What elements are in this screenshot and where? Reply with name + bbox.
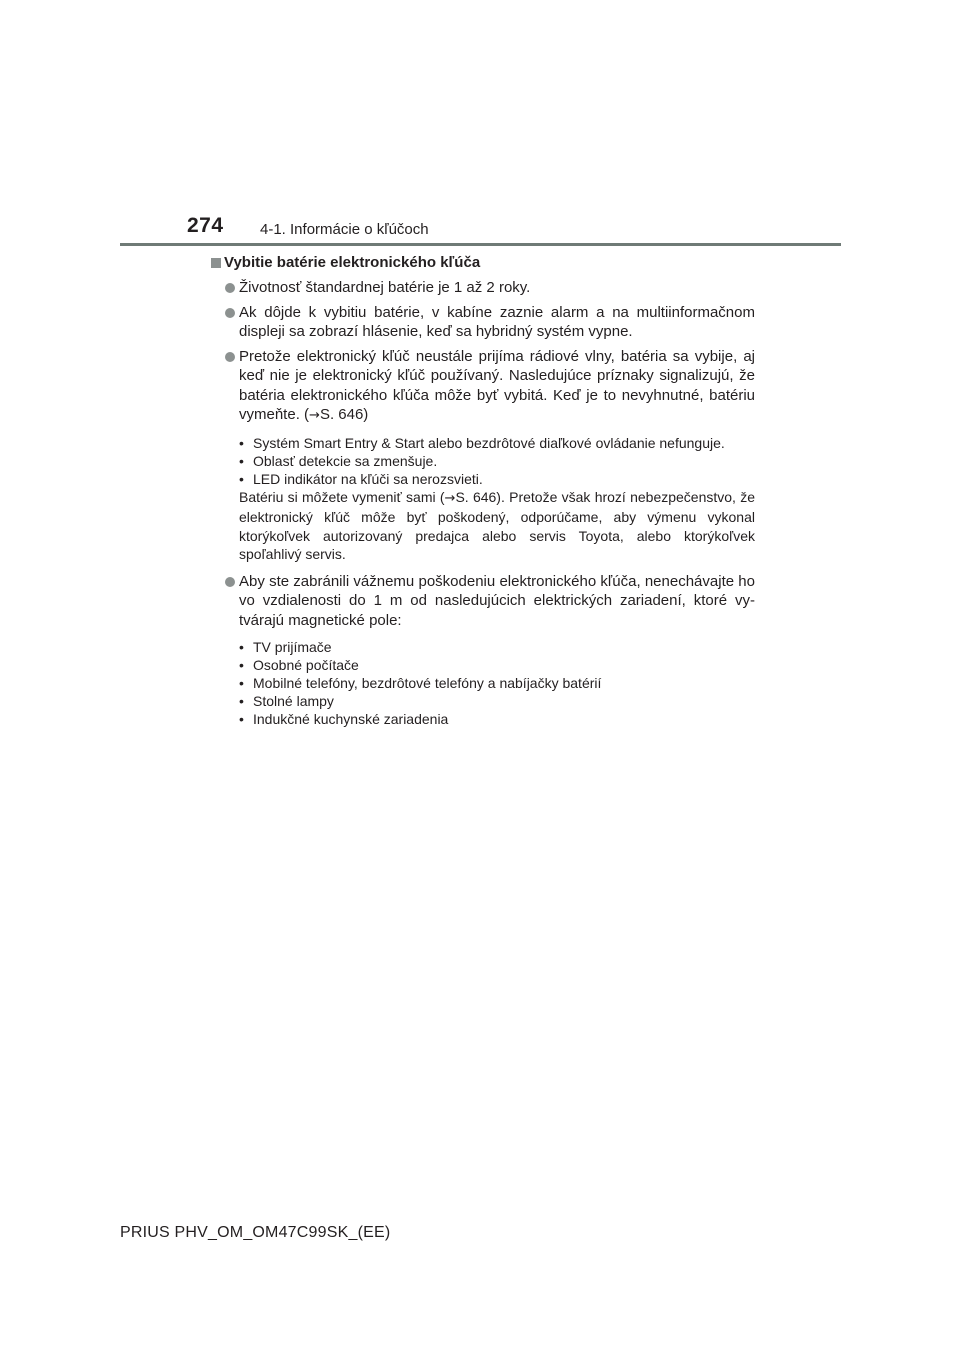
round-bullet-icon xyxy=(225,352,235,362)
sub-item-text: Systém Smart Entry & Start alebo bezdrôtové diaľkové ovládanie nefunguje. xyxy=(253,434,725,451)
sub-item-text: Stolné lampy xyxy=(253,693,334,709)
sub-list-item xyxy=(239,452,755,470)
heading-text: Vybitie batérie elektronického kľúča xyxy=(224,254,481,271)
bullet-dot-icon: • xyxy=(239,693,244,709)
bullet-dot-icon: • xyxy=(239,711,244,727)
page-header xyxy=(0,0,960,250)
arrow-icon: → xyxy=(444,490,456,506)
sub-list-item xyxy=(239,434,755,452)
square-bullet-icon xyxy=(211,258,221,268)
arrow-icon: → xyxy=(309,408,320,423)
sub-list-item xyxy=(239,470,755,488)
symptom-list xyxy=(239,434,755,488)
list-item xyxy=(210,278,755,298)
subsection-heading xyxy=(210,253,755,273)
bullet-dot-icon: • xyxy=(239,675,244,691)
bullet-text: Aby ste zabránili vážnemu poškodeniu elektronického kľúča, nenechávajte ho vo vzdialenosti do 1 m od nasledujúcich elektrických zariadení, ktoré vytvárajú magnetické pole: xyxy=(239,572,755,629)
sub-item-text: Osobné počítače xyxy=(253,657,359,673)
paragraph-text: Batériu si môžete vymeniť sami ( xyxy=(239,488,445,505)
sub-list-item xyxy=(239,674,755,692)
header-rule xyxy=(120,243,841,246)
page-content xyxy=(210,253,755,728)
bullet-text: Pretože elektronický kľúč neustále prijíma rádiové vlny, batéria sa vybije, aj keď nie je elektronický kľúč používaný. Nasledujúce príznaky signalizujú, že batéria elektronického kľúča môže byť vybitá. Keď je to nevyhnutné, batériu vymeňte. ( xyxy=(239,347,755,423)
sub-list-item xyxy=(239,656,755,674)
sub-list-item xyxy=(239,638,755,656)
section-title: 4-1. Informácie o kľúčoch xyxy=(260,221,429,238)
document-code: PRIUS PHV_OM_OM47C99SK_(EE) xyxy=(120,1224,391,1241)
sub-list-item xyxy=(239,692,755,710)
bullet-dot-icon: • xyxy=(239,470,244,487)
sub-list-item xyxy=(239,710,755,728)
round-bullet-icon xyxy=(225,308,235,318)
device-list xyxy=(239,638,755,728)
sub-item-text: LED indikátor na kľúči sa nerozsvieti. xyxy=(253,470,483,487)
sub-item-text: Indukčné kuchynské zariadenia xyxy=(253,711,449,727)
list-item xyxy=(210,572,755,631)
replacement-paragraph xyxy=(239,488,755,564)
sub-item-text: Oblasť detekcie sa zmenšuje. xyxy=(253,452,438,469)
page-reference: S. 646) xyxy=(319,406,369,423)
bullet-dot-icon: • xyxy=(239,657,244,673)
paragraph-text: S. 646). Pretože však hrozí nebezpečenstvo, že elektronický kľúč môže byť poškodený, odporúčame, aby výmenu vykonal ktorýkoľvek autorizovaný predajca alebo servis Toyota, alebo ktorýkoľvek spoľahlivý servis. xyxy=(239,488,755,562)
bullet-text: Životnosť štandardnej batérie je 1 až 2 roky. xyxy=(239,279,531,296)
bullet-dot-icon: • xyxy=(239,452,244,469)
bullet-dot-icon: • xyxy=(239,639,244,655)
sub-item-text: Mobilné telefóny, bezdrôtové telefóny a nabíjačky batérií xyxy=(253,675,602,691)
page-number: 274 xyxy=(187,214,224,237)
round-bullet-icon xyxy=(225,577,235,587)
sub-item-text: TV prijímače xyxy=(253,639,332,655)
list-item xyxy=(210,303,755,342)
bullet-text: Ak dôjde k vybitiu batérie, v kabíne zaznie alarm a na multiinformačnom displeji sa zobrazí hlásenie, keď sa hybridný systém vypne. xyxy=(239,303,755,340)
bullet-dot-icon: • xyxy=(239,434,244,451)
round-bullet-icon xyxy=(225,283,235,293)
list-item xyxy=(210,347,755,426)
